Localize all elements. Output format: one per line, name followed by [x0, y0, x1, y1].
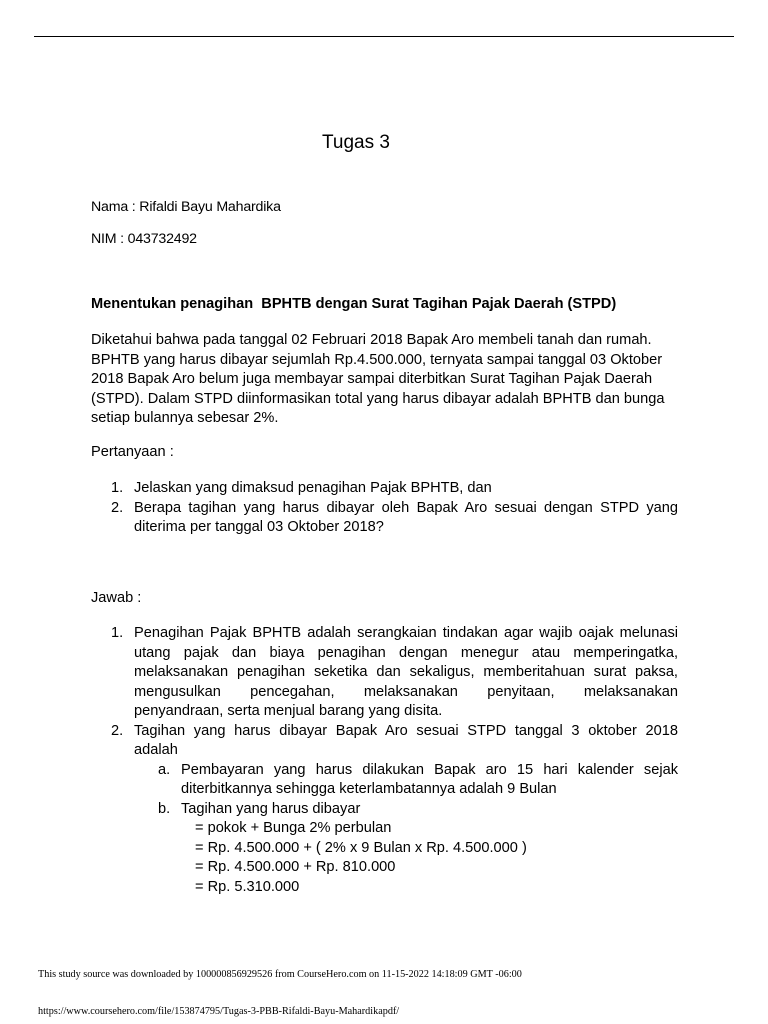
intro-paragraph [91, 331, 678, 429]
question-text: diterima per tanggal 03 Oktober 2018? [134, 519, 384, 535]
top-divider [34, 36, 734, 37]
question-item [91, 479, 678, 499]
intro-line: Diketahui bahwa pada tanggal 02 Februari 2018 Bapak Aro membeli tanah dan rumah. [91, 332, 652, 348]
answer-list [91, 624, 678, 897]
pertanyaan-label: Pertanyaan : [91, 444, 174, 460]
question-text: Berapa tagihan yang harus dibayar oleh Bapak Aro sesuai dengan STPD yang [134, 499, 678, 516]
question-number: 2. [111, 499, 124, 516]
answer-item [91, 722, 678, 761]
calculation-line: = pokok + Bunga 2% perbulan [195, 820, 392, 836]
answer-line: penyandraan, serta menjual barang yang disita. [134, 703, 443, 719]
answer-number: 1. [111, 625, 124, 641]
answer-line: Tagihan yang harus dibayar Bapak Aro sesuai STPD tanggal 3 oktober 2018 [134, 722, 678, 739]
calculation-block [91, 819, 678, 897]
sub-answer-line: diterbitkannya sehingga keterlambatannya adalah 9 Bulan [181, 781, 557, 797]
download-notice: This study source was downloaded by 100000856929526 from CourseHero.com on 11-15-2022 14:18:09 GMT -06:00 [38, 969, 522, 980]
answer-line: utang pajak dan biaya penagihan dengan menegur atau memperingatka, [134, 644, 678, 661]
calculation-line: = Rp. 4.500.000 + Rp. 810.000 [195, 859, 396, 875]
student-name: Nama : Rifaldi Bayu Mahardika [91, 199, 281, 215]
answer-line: Penagihan Pajak BPHTB adalah serangkaian tindakan agar wajib oajak melunasi [134, 625, 678, 641]
student-nim: NIM : 043732492 [91, 231, 197, 247]
document-title: Tugas 3 [322, 132, 390, 153]
calculation-line: = Rp. 5.310.000 [195, 878, 300, 895]
answer-item [91, 624, 678, 722]
sub-answer-letter: a. [158, 761, 171, 778]
jawab-label: Jawab : [91, 590, 142, 606]
sub-answer-line: Tagihan yang harus dibayar [181, 800, 361, 817]
answer-line: melaksanakan penagihan seketika dan sekaligus, memberitahuan surat paksa, [134, 664, 678, 680]
answer-line: mengusulkan pencegahan, melaksanakan penyitaan, melaksanakan [134, 683, 678, 700]
sub-answer-line: Pembayaran yang harus dilakukan Bapak aro 15 hari kalender sejak [181, 761, 678, 778]
source-url[interactable]: https://www.coursehero.com/file/153874795/Tugas-3-PBB-Rifaldi-Bayu-Mahardikapdf/ [38, 1006, 400, 1017]
intro-line: setiap bulannya sebesar 2%. [91, 410, 279, 426]
calculation-line: = Rp. 4.500.000 + ( 2% x 9 Bulan x Rp. 4.500.000 ) [195, 839, 527, 856]
question-number: 1. [111, 480, 124, 496]
question-item [91, 499, 678, 538]
sub-answer-a [91, 761, 678, 800]
sub-answer-b [91, 800, 678, 820]
intro-line: (STPD). Dalam STPD diinformasikan total yang harus dibayar adalah BPHTB dan bunga [91, 390, 665, 407]
sub-answer-letter: b. [158, 800, 171, 817]
intro-line: BPHTB yang harus dibayar sejumlah Rp.4.500.000, ternyata sampai tanggal 03 Oktober [91, 351, 663, 368]
question-list [91, 479, 678, 538]
answer-number: 2. [111, 722, 124, 739]
answer-line: adalah [134, 742, 178, 758]
assignment-heading: Menentukan penagihan BPHTB dengan Surat Tagihan Pajak Daerah (STPD) [91, 296, 617, 312]
question-text: Jelaskan yang dimaksud penagihan Pajak BPHTB, dan [134, 480, 492, 496]
intro-line: 2018 Bapak Aro belum juga membayar sampai diterbitkan Surat Tagihan Pajak Daerah [91, 371, 653, 387]
